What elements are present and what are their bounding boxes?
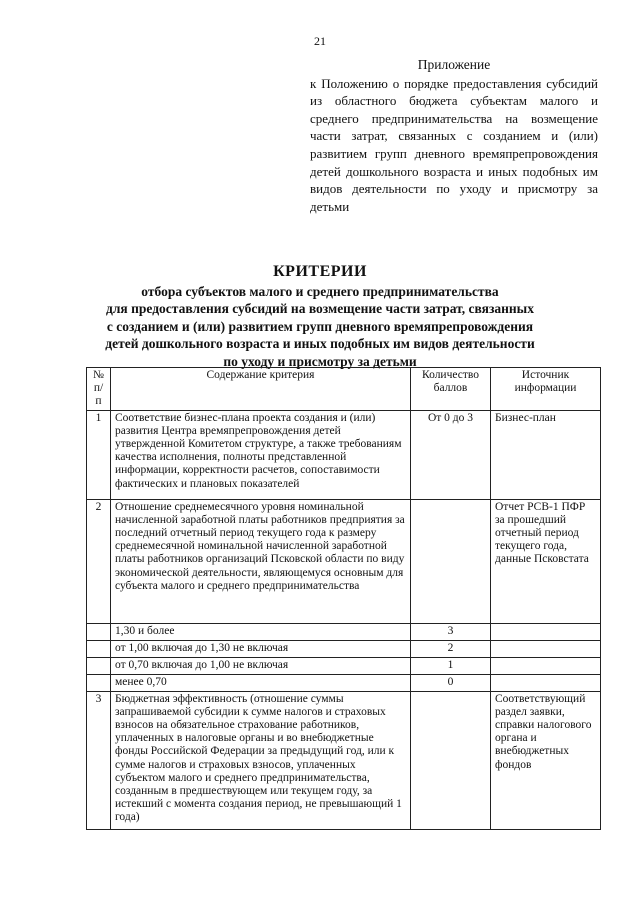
annex-block (310, 56, 598, 215)
table-row (87, 410, 601, 499)
header-source: Источник информации (491, 368, 601, 411)
row-points: 0 (411, 674, 491, 691)
row-points: 2 (411, 640, 491, 657)
row-num: 2 (87, 499, 111, 623)
table-row (87, 623, 601, 640)
row-content: от 0,70 включая до 1,00 не включая (111, 657, 411, 674)
row-source (491, 623, 601, 640)
heading-line: для предоставления субсидий на возмещение части затрат, связанных (106, 301, 534, 317)
annex-body: к Положению о порядке предоставления субсидий из областного бюджета субъектам малого и среднего предпринимательства на возмещение части затрат, связанных с созданием и (или) развитием групп дневного времяпрепровождения детей дошкольного возраста и иных подобных им видов деятельности по уходу и присмотру за детьми (310, 75, 598, 214)
row-content: Соответствие бизнес-плана проекта создания и (или) развития Центра времяпрепровождения детей утвержденной Комитетом структуре, а также требованиям качества исполнения, полноты представленной информации, корректности расчетов, сопоставимости фактических и плановых показателей (111, 410, 411, 499)
row-source (491, 674, 601, 691)
row-source (491, 640, 601, 657)
table-row (87, 657, 601, 674)
row-points (411, 691, 491, 829)
heading-line: с созданием и (или) развитием групп дневного времяпрепровождения (106, 318, 534, 334)
heading-line: отбора субъектов малого и среднего предпринимательства (141, 284, 499, 299)
row-points: 1 (411, 657, 491, 674)
heading-line: по уходу и присмотру за детьми (223, 353, 417, 369)
header-num: № п/п (87, 368, 111, 411)
table-header-row (87, 368, 601, 411)
table-row (87, 640, 601, 657)
row-num: 3 (87, 691, 111, 829)
row-num: 1 (87, 410, 111, 499)
table-row (87, 691, 601, 829)
row-num (87, 623, 111, 640)
row-source: Отчет РСВ-1 ПФР за прошедший отчетный период текущего года, данные Псковстата (491, 499, 601, 623)
row-points: 3 (411, 623, 491, 640)
header-points: Количество баллов (411, 368, 491, 411)
row-points: От 0 до 3 (411, 410, 491, 499)
header-content: Содержание критерия (111, 368, 411, 411)
row-num (87, 674, 111, 691)
heading-line: детей дошкольного возраста и иных подобных им видов деятельности (105, 336, 535, 352)
row-content: Отношение среднемесячного уровня номинальной начисленной заработной платы работников предприятия за последний отчетный период текущего года к размеру среднемесячной номинальной начисленной заработной платы работников организаций Псковской области по виду экономической деятельности, являющемуся основным для субъекта малого и среднего предпринимательства (111, 499, 411, 623)
row-num (87, 657, 111, 674)
row-source: Соответствующий раздел заявки, справки налогового органа и внебюджетных фондов (491, 691, 601, 829)
row-num (87, 640, 111, 657)
table-row (87, 674, 601, 691)
row-content: менее 0,70 (111, 674, 411, 691)
row-content: от 1,00 включая до 1,30 не включая (111, 640, 411, 657)
row-content: Бюджетная эффективность (отношение суммы запрашиваемой субсидии к сумме налогов и страховых взносов на обязательное страхование работников, уплаченных в налоговые органы и во внебюджетные фонды Российской Федерации за предыдущий год, или к сумме налогов и страховых взносов, уплаченных субъектом малого и среднего предпринимательства, созданным в предшествующем или текущем году, за истекший с момента создания период, не превышающий 1 года) (111, 691, 411, 829)
document-heading (0, 263, 640, 370)
criteria-table (86, 367, 601, 830)
table-row (87, 499, 601, 623)
page-number: 21 (314, 34, 326, 48)
heading-title: КРИТЕРИИ (273, 263, 367, 280)
row-content: 1,30 и более (111, 623, 411, 640)
annex-title: Приложение (417, 57, 491, 72)
row-source (491, 657, 601, 674)
row-points (411, 499, 491, 623)
row-source: Бизнес-план (491, 410, 601, 499)
